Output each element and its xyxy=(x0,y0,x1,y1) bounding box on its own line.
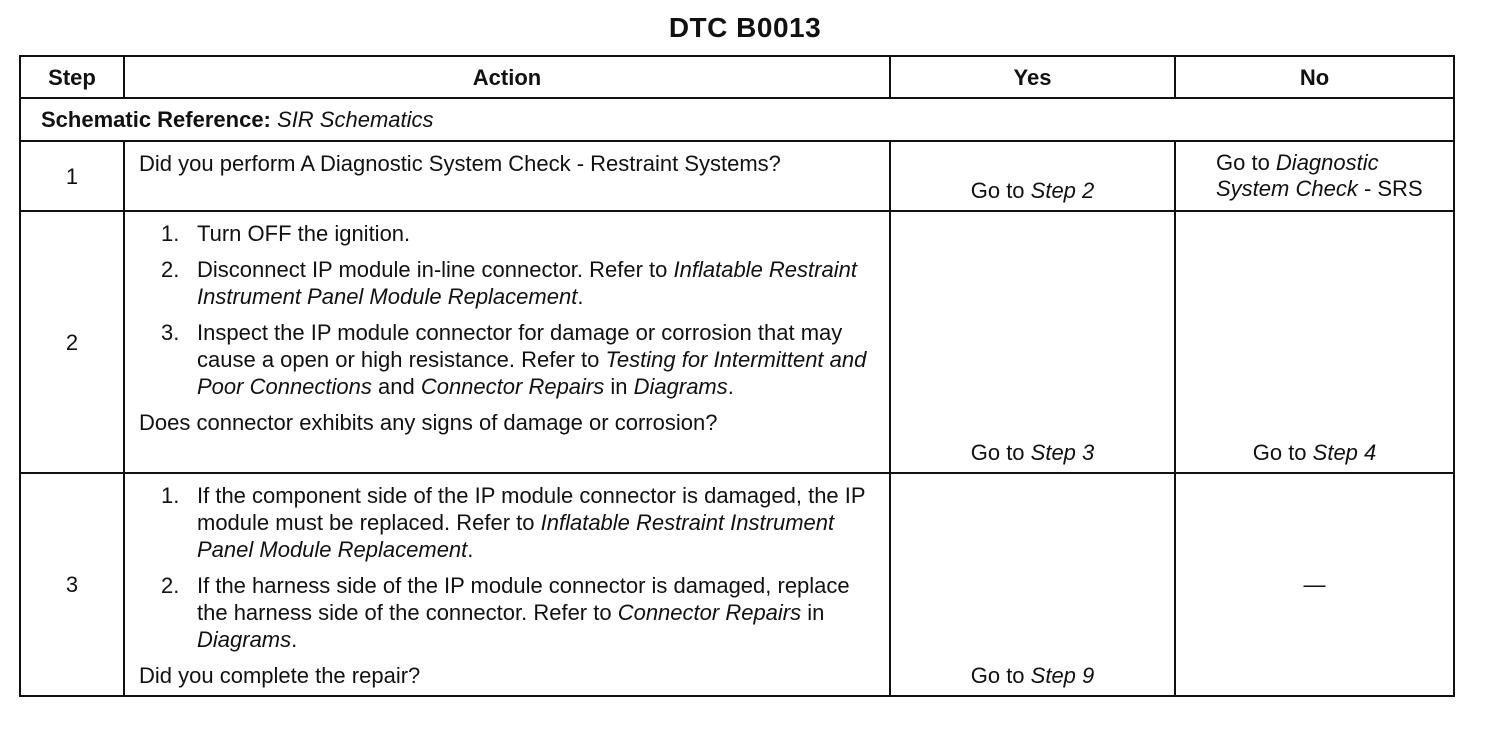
no-step-ref: Diagnostic System Check xyxy=(1216,150,1379,201)
list-item: 3. Inspect the IP module connector for damage or corrosion that may cause a open or high resistance. Refer to Testing for Intermittent and Poor Connections and Connector Repairs in Diagrams. xyxy=(161,320,867,399)
table-row-step-2 xyxy=(20,211,1454,473)
yes-cell: Go to Step 3 xyxy=(890,211,1175,473)
schematic-reference xyxy=(20,98,1454,141)
yes-cell: Go to Step 2 xyxy=(890,141,1175,211)
yes-step-ref: Step 9 xyxy=(1030,663,1095,688)
step-number: 1 xyxy=(20,141,124,211)
step-question: Did you perform A Diagnostic System Check - Restraint Systems? xyxy=(139,151,781,176)
list-item: 2. Disconnect IP module in-line connector. Refer to Inflatable Restraint Instrument Panel Module Replacement. xyxy=(161,257,857,309)
step-question: Does connector exhibits any signs of damage or corrosion? xyxy=(139,410,718,435)
list-item: 1. If the component side of the IP module connector is damaged, the IP module must be replaced. Refer to Inflatable Restraint Instrument Panel Module Replacement. xyxy=(161,483,866,562)
step-number: 3 xyxy=(20,473,124,696)
table-row-step-3 xyxy=(20,473,1454,696)
action-cell xyxy=(124,141,890,211)
step-question: Did you complete the repair? xyxy=(139,663,421,688)
header-no: No xyxy=(1175,56,1454,98)
list-item: 1. Turn OFF the ignition. xyxy=(161,221,411,246)
header-row xyxy=(20,56,1454,98)
no-cell: Go to Diagnostic System Check - SRS xyxy=(1175,141,1454,211)
diagnostic-table xyxy=(19,55,1455,697)
schematic-reference-label: Schematic Reference: xyxy=(41,107,271,132)
header-action: Action xyxy=(124,56,890,98)
no-step-ref: Step 4 xyxy=(1312,440,1377,465)
schematic-reference-row xyxy=(20,98,1454,141)
no-cell: Go to Step 4 xyxy=(1175,211,1454,473)
yes-step-ref: Step 2 xyxy=(1030,178,1095,203)
action-list xyxy=(139,220,879,400)
action-cell xyxy=(124,473,890,696)
page-title: DTC B0013 xyxy=(668,12,822,43)
schematic-reference-link: SIR Schematics xyxy=(277,107,434,132)
yes-step-ref: Step 3 xyxy=(1030,440,1095,465)
header-yes: Yes xyxy=(890,56,1175,98)
header-step: Step xyxy=(20,56,124,98)
table-row-step-1 xyxy=(20,141,1454,211)
action-cell xyxy=(124,211,890,473)
no-cell: — xyxy=(1175,473,1454,696)
yes-cell: Go to Step 9 xyxy=(890,473,1175,696)
step-number: 2 xyxy=(20,211,124,473)
action-list xyxy=(139,482,879,653)
list-item: 2. If the harness side of the IP module connector is damaged, replace the harness side of the connector. Refer to Connector Repairs in Diagrams. xyxy=(161,573,850,652)
